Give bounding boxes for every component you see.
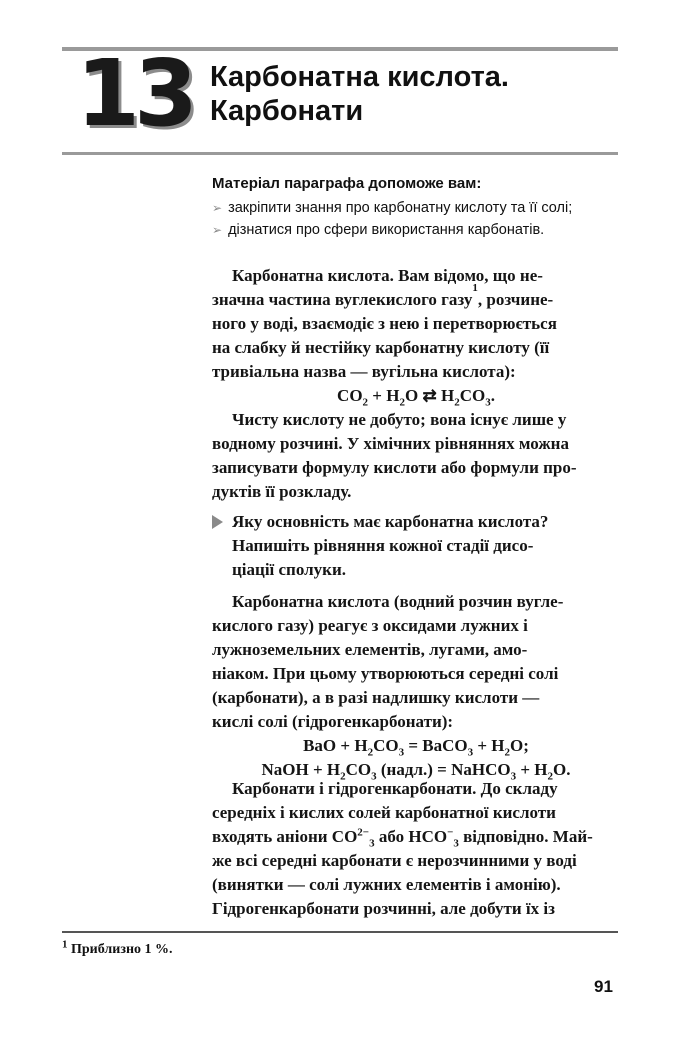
intro-heading: Матеріал параграфа допоможе вам: (212, 175, 482, 192)
footnote: $^1$ Приблизно 1 %. (62, 938, 173, 957)
equilibrium-arrow-icon: ⇄ (422, 386, 437, 405)
list-item: ➢ дізнатися про сфери використання карбонатів. (212, 222, 545, 238)
equation-3: NaOH + $H_2CO_3$ (надл.) = NaHCO$_3$ + $H_2O$. (261, 760, 571, 783)
header-rule (62, 152, 618, 155)
equation-1: $CO_2 + H_2O$ ⇄ $H_2CO_3$. (337, 386, 495, 409)
page-number: 91 (594, 977, 613, 996)
chapter-number: 13 (76, 40, 193, 147)
paragraph-2: Чисту кислоту не добуто; вона існує лише у водному розчині. У хімічних рівняннях можна записувати формулу кислоти або формули про- дуктів її розкладу. (212, 410, 577, 501)
equation-2: BaO + $H_2CO_3$ = BaCO$_3$ + $H_2O$; (303, 736, 529, 759)
paragraph-3: Карбонатна кислота (водний розчин вугле- кислого газу) реагує з оксидами лужних і лужноземельних елементів, лугами, амо- ніаком. При цьому утворюються середні солі (карбонати), а в разі надлишку кислоти — кислі солі (гідрогенкарбонати): BaO + $H_2CO_3$ = BaCO$_3$ + $H_2O$; NaOH + $H_2CO_3$ (надл.) = NaHCO$_3$ + $H_2O$. (212, 590, 620, 782)
page-title (210, 60, 509, 128)
section-carbonates: Карбонати і гідрогенкарбонати. До складу середніх і кислих солей карбонатної кислоти входять аніони $CO^{2-}_3$ або $HCO^-_3$ відповідно. Май- же всі середні карбонати є нерозчинними у воді (винятки — солі лужних елементів і амонію). Гідрогенкарбонати розчинні, але добути їх із (212, 779, 593, 918)
section-heading: Карбонатна кислота. (232, 266, 394, 285)
title-line-2: Карбонати (210, 95, 364, 127)
title-line-1: Карбонатна кислота. (210, 61, 509, 93)
footnote-rule (62, 931, 618, 933)
footnote-ref: 1 (472, 282, 478, 294)
section-carbonic-acid: Карбонатна кислота. Вам відомо, що не- значна частина вуглекислого газу 1 , розчине- ного у воді, взаємодіє з нею і перетворюється на слабку й нестійку карбонатну кислоту (її тривіальна назва — вугільна кислота): $CO_2 + H_2O$ ⇄ $H_2CO_3$. (212, 264, 620, 408)
list-item: ➢ закріпити знання про карбонатну кислоту та її солі; (212, 200, 573, 216)
arrow-bullet-icon: ➢ (212, 201, 223, 215)
intro-list (212, 197, 572, 241)
question-block: Яку основність має карбонатна кислота? Напишіть рівняння кожної стадії дисо- ціації сполуки. (232, 512, 549, 579)
question-marker-icon (212, 515, 223, 529)
arrow-bullet-icon: ➢ (212, 223, 223, 237)
section-heading: Карбонати і гідрогенкарбонати. (232, 779, 477, 798)
